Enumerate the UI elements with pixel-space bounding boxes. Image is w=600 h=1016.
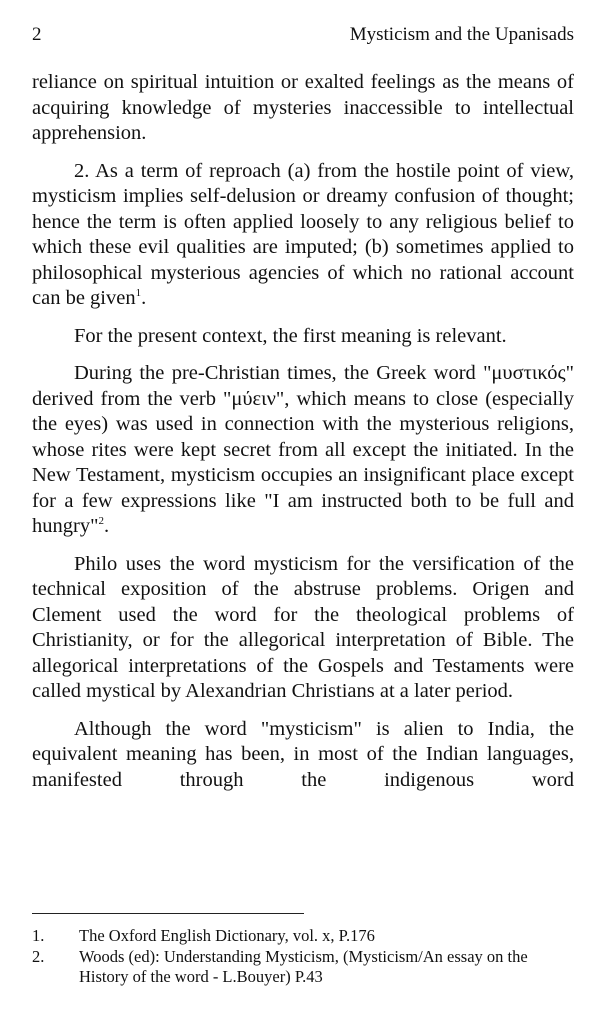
paragraph-context: For the present context, the first meaning is relevant. — [74, 324, 507, 347]
footnotes — [32, 926, 574, 988]
paragraph-reproach — [32, 159, 574, 312]
paragraph-tail: . — [141, 287, 147, 309]
paragraph-continuation: reliance on spiritual intuition or exalted feelings as the means of acquiring knowledge of mysteries inaccessible to intellectual apprehension. — [32, 71, 574, 144]
paragraph-india: Although the word "mysticism" is alien to India, the equivalent meaning has been, in most of the Indian languages, manifested through the indigenous word — [32, 717, 574, 791]
paragraph-text: During the pre-Christian times, the Greek word "μυστικός" derived from the verb "μύειν", which means to close (especially the eyes) was used in connection with the mysterious religions, whose rites were kept secret from all except the initiated. In the New Testament, mysticism occupies an insignificant place except for a few expressions like "I am instructed both to be full and hungry" — [32, 362, 574, 537]
running-title: Mysticism and the Upanisads — [349, 24, 574, 45]
footnote-number: 1. — [32, 926, 45, 945]
page-number: 2 — [32, 24, 42, 45]
footnote-text: The Oxford English Dictionary, vol. x, P.176 — [79, 926, 375, 945]
paragraph-philo: Philo uses the word mysticism for the versification of the technical exposition of the abstruse problems. Origen and Clement used the word for the theological problems of Christianity, or for the allegorical interpretation of Bible. The allegorical interpretations of the Gospels and Testaments were called mystical by Alexandrian Christians at a later period. — [32, 552, 574, 702]
footnote-text: Woods (ed): Understanding Mysticism, (Mysticism/An essay on the History of the word - L.Bouyer) P.43 — [79, 947, 528, 986]
paragraph-tail: . — [103, 515, 110, 537]
footnote-2 — [32, 947, 574, 987]
footnote-1 — [32, 926, 574, 946]
running-head — [32, 24, 574, 54]
paragraph-greek — [32, 361, 574, 540]
footnote-ref-1: 1 — [135, 287, 142, 299]
footnote-rule — [32, 913, 304, 914]
footnote-number: 2. — [32, 947, 45, 966]
footnote-ref-2: 2 — [98, 515, 104, 527]
body-text — [32, 70, 574, 805]
paragraph-text: 2. As a term of reproach (a) from the hostile point of view, mysticism implies self-delusion or dreamy confusion of thought; hence the term is often applied loosely to any religious belief to which these evil qualities are imputed; (b) sometimes applied to philosophical mysterious agencies of which no rational account can be given — [32, 159, 574, 309]
